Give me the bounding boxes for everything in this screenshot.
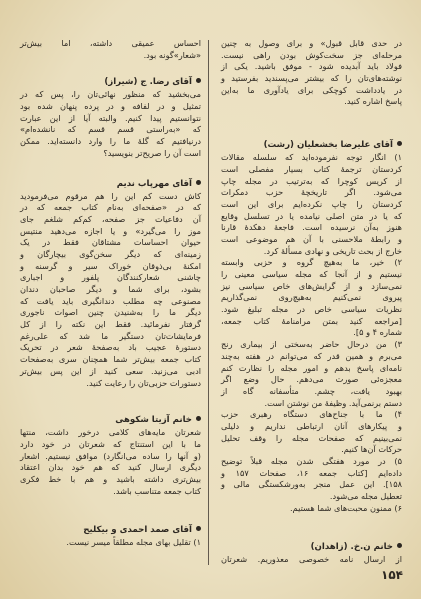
paragraph — [20, 89, 201, 159]
text-line: دیگری ارسال کنید که هم خود بدان اعتقاد — [20, 462, 201, 473]
text-line: ۳) من درحال حاضر به‌سختی از بیماری رنج — [221, 339, 402, 350]
text-line: بشود، برای شما و دیگر صاحبان دندان — [20, 284, 201, 294]
text-line: کردستان را چاپ نکرده‌ایم برای این است — [221, 198, 402, 209]
text-line: در یادداشت کوچکی برای یادآوری ما به‌این — [221, 84, 402, 95]
text-line: ادبی می‌زنید. سعی کنید از این پس بیش‌تر — [20, 365, 201, 376]
text-line: نمی‌سازد و از گرایش‌های خاص سیاسی نیز — [221, 280, 402, 291]
paragraph — [20, 191, 201, 390]
paragraph — [221, 456, 402, 503]
text-line: نتوانستیم پیدا کنیم. والبته آیا از این عبارت — [20, 112, 201, 123]
paragraph — [20, 427, 201, 497]
letter-block — [20, 76, 201, 159]
text-line: می‌شود. اگر تاریخچهٔ حزب دمکرات — [221, 187, 402, 198]
text-line: مصنوعی چه مطلب دندانگیری باید یافت که — [20, 295, 201, 306]
text-line: کتاب جمعه بیش‌تر شما همچنان سری به‌صفحات — [20, 354, 201, 365]
text-line: ما با این استنتاج که شعرتان در خود دارد — [20, 438, 201, 449]
letter-heading — [20, 524, 201, 537]
paragraph — [221, 503, 402, 515]
text-line: دستم برنمی‌آید. وظیفهٔ من نوشتن است. — [264, 397, 402, 408]
text-line: «شعار»گونه بود. — [143, 49, 201, 60]
letter-block — [221, 38, 402, 108]
text-line: چاشنی شعارکنندگان پلفور و اجباری — [20, 272, 201, 283]
heading-text: آقای مهرپاب ندیم — [116, 178, 192, 189]
text-line: امکنهٔ بی‌ذوقان خوراک سیر و گرسنه و — [20, 260, 201, 271]
column-left — [20, 38, 201, 549]
text-line: حیوان احساسات مشتاقان فقط در یک — [20, 237, 201, 248]
paragraph — [221, 339, 402, 409]
text-line: فرمایشات‌تان دستگیر ما شد که علی‌رغم — [20, 330, 201, 341]
text-line: می‌برم و همین قدر که می‌توانم در هفته به‌چند — [221, 350, 402, 361]
letter-block — [221, 541, 402, 566]
text-line: زمینه‌ای که دیگر سخن‌گوی بیچارگان و — [20, 248, 201, 259]
letter-block — [20, 178, 201, 390]
letter-heading — [20, 178, 201, 191]
text-line: دستورهٔ عجیب باد به‌صفحهٔ شعر در تحریک — [20, 342, 201, 353]
letter-heading — [221, 541, 402, 554]
text-line: مرحله‌ای جز سخت‌کوش بودن راهی نیست. — [221, 49, 402, 60]
text-line: بیش‌تری داشته باشید و هم با خط فکری — [20, 473, 201, 484]
text-line: از ارسال نامه خصوصی معذوریم. شعرتان — [221, 554, 402, 565]
text-line: شماره ۴ و ۵]. — [353, 327, 402, 338]
text-line: [مراجعه کنید بمتن مرامنامهٔ کتاب جمعه، — [221, 315, 402, 326]
letter-block — [20, 414, 201, 497]
text-line: و پیکارهای آنان ارتباطی نداریم و دلیلی — [221, 420, 402, 431]
column-divider — [208, 40, 209, 565]
letter-heading — [20, 414, 201, 427]
text-line: ۴) ما با جناح‌های دستگاه رهبری حزب — [221, 409, 402, 420]
paragraph — [221, 38, 402, 108]
text-line: پیروی نمی‌کنیم به‌هیچ‌روی نمی‌گذاریم — [221, 292, 402, 303]
text-line: ۱۵۸]. این عمل منجر به‌ورشکستگی مالی و — [221, 479, 402, 490]
text-line: که در «صفحه‌ای به‌نام کتاب جمعه که در — [20, 202, 201, 213]
text-line: کردستان ترجمهٔ کتاب بسیار مفصلی است — [221, 163, 402, 174]
text-line: از کریس کوچرا که به‌ترتیب در مجله چاپ — [221, 175, 402, 186]
text-line: خارج از بحث تاریخی و نهادی مسألهٔ کرد. — [263, 245, 402, 256]
text-line: ۲) خیر، ما به‌هیچ گروه و حزبی وابسته — [221, 257, 402, 268]
text-line: است آن را صریح‌تر بنویسید؟ — [103, 147, 201, 158]
text-line: داده‌ایم [کتاب جمعه ۱۶، صفحات ۱۵۷ و — [221, 467, 402, 478]
letter-heading — [20, 76, 201, 89]
heading-text: آقای صمد احمدی و بیکلیح — [83, 525, 192, 536]
text-line: نوشته‌های‌تان را که بیشتر می‌پسندید بفرستید و — [221, 73, 402, 84]
paragraph — [221, 554, 402, 566]
text-line: ۱) تقلیل بهای مجله مطلقاً میسر نیست. — [66, 537, 201, 548]
text-line: پاسخ اشاره کنید. — [344, 96, 402, 107]
text-line: که یا در متن اصلی نیامده یا در تسلسل وقایع — [221, 210, 402, 221]
text-line: ۱) انگار توجه نفرموده‌اید که سلسله مقالات — [221, 152, 402, 163]
page-number: ۱۵۴ — [381, 568, 403, 582]
text-line: کتاب جمعه متناسب باشد. — [113, 485, 201, 496]
letter-heading — [221, 139, 402, 152]
text-line: تعطیل مجله می‌شود. — [329, 491, 402, 502]
text-line: نظریات سیاسی خاص در مجله تبلیغ شود. — [221, 304, 402, 315]
text-line: گرفتار نفرمائید. فقط این نکته را از کل — [20, 319, 201, 330]
text-line: که «به‌راستی قسم قسم که نانشده‌ام» — [20, 124, 201, 135]
text-line: بهبود یافت، چشم. متأسفانه گاه از — [221, 385, 402, 396]
text-line: تمثیل و در لفافه و در پرده پنهان شده بود — [20, 101, 201, 112]
letter-block — [20, 524, 201, 549]
text-line: موز را می‌گیرد» و یا اجازه می‌دهید منتیس — [20, 225, 201, 236]
text-line: شعرتان مایه‌های کلامی درخور داشت، منتها — [20, 427, 201, 438]
bullet-icon — [196, 526, 201, 531]
text-line: ۶) ممنون محبت‌های شما هستیم. — [290, 502, 402, 513]
text-line: می‌بخشید که منظور نهائی‌تان را، پس که در — [20, 89, 201, 100]
paragraph — [20, 38, 201, 61]
paragraph — [221, 409, 402, 456]
column-right — [221, 38, 402, 566]
text-line: حرکات آن‌ها کنیم. — [341, 444, 402, 455]
bullet-icon — [196, 180, 201, 185]
heading-text: خانم آزیتا شکوهی — [115, 415, 192, 426]
text-line: دستورات حزبی‌تان را رعایت کنید. — [86, 377, 201, 388]
text-line: فولاد باید آبدیده شود - موفق باشید. یکی از — [221, 61, 402, 72]
bullet-icon — [196, 416, 201, 421]
bullet-icon — [397, 141, 402, 146]
text-line: کاش دست کم این را هم مرقوم می‌فرمودید — [20, 190, 201, 201]
text-line: معجزه‌ئی صورت می‌دهم. حال وضع اگر — [221, 374, 402, 385]
paragraph — [20, 537, 201, 549]
heading-text: خانم ن.خ. (زاهدان) — [310, 542, 393, 553]
text-line: احساس عمیقی داشته، اما بیش‌تر — [20, 38, 201, 48]
text-line: نامه‌ای پاسخ بدهم و امور مجله را نظارت کنم — [221, 362, 402, 373]
text-line: آن دفاعیات جز صفحه، کم‌کم شلغم جای — [20, 213, 201, 224]
heading-text: آقای علیرضا بخشعلیان (رشت) — [263, 140, 393, 151]
paragraph — [221, 257, 402, 339]
text-line: نیستیم و از آنجا که مجله سیاسی معینی را — [221, 269, 402, 279]
bullet-icon — [397, 543, 402, 548]
bullet-icon — [196, 78, 201, 83]
letter-block — [221, 139, 402, 514]
text-line: در حدی قابل قبول» و برای وصول به چنین — [221, 38, 402, 48]
text-line: و رابطهٔ ملاحسنی با آن هم موضوعی است — [221, 233, 402, 244]
text-line: هنوز به‌آن نرسیده است. فاجعهٔ دهکدهٔ قارنا — [221, 222, 402, 233]
text-line: ۵) در مورد هفتگی شدن مجله قبلاً توضیح — [221, 456, 402, 466]
heading-text: آقای رضا. ج (شیراز) — [104, 77, 192, 88]
paragraph — [221, 152, 402, 257]
text-line: دیگر ما را به‌شنیدن چنین اصوات ناجوری — [20, 307, 201, 318]
text-line: (و آنها را ساده می‌انگارد) موافق نیستیم. اشعار — [20, 450, 201, 461]
letter-block — [20, 38, 201, 61]
text-line: درنیافتیم که گلهٔ ما را وارد دانسته‌اید. ممکن — [20, 136, 201, 147]
text-line: نمی‌بینیم که صفحات مجله را وقف تحلیل — [221, 432, 402, 443]
